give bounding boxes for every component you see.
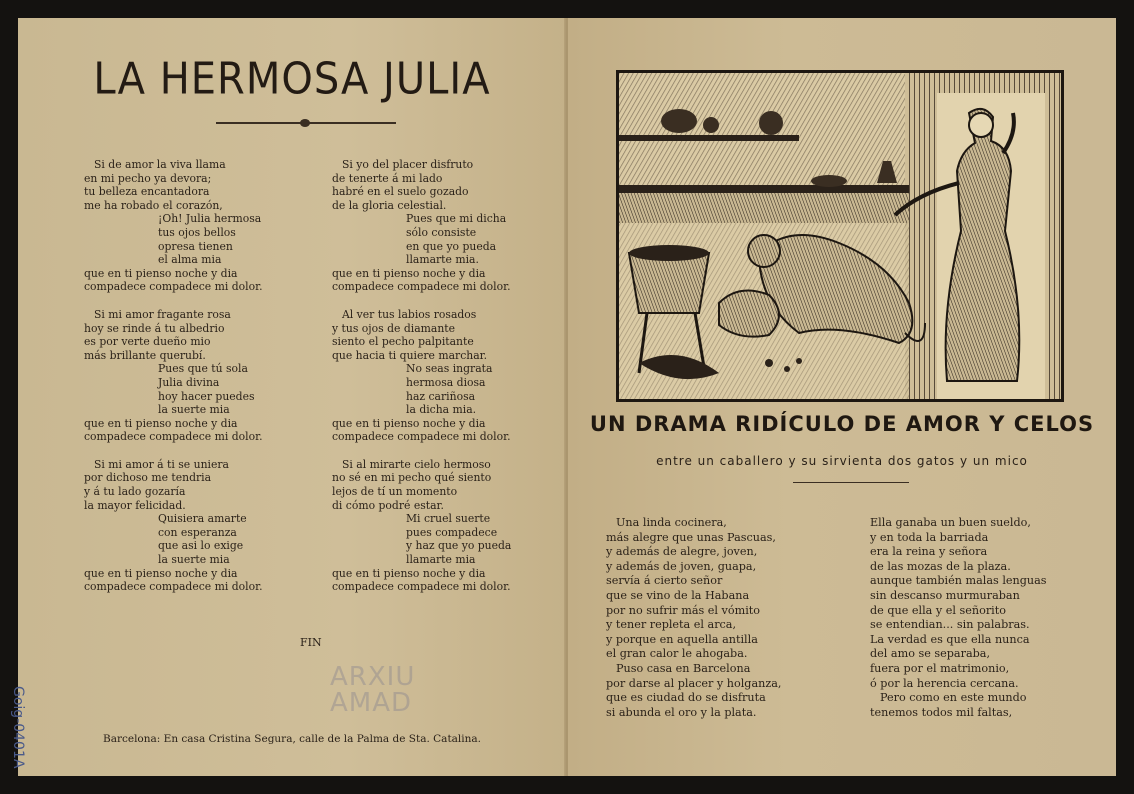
verse-line: tenemos todos mil faltas, [870,705,1013,719]
verse-line: siento el pecho palpitante [332,335,474,349]
verse-line: compadece compadece mi dolor. [332,580,511,594]
stanza [332,308,511,444]
verse-line: y haz que yo pueda [406,539,512,553]
verse-line: di cómo podré estar. [332,498,444,512]
printer-imprint: Barcelona: En casa Cristina Segura, calle de la Palma de Sta. Catalina. [102,733,481,745]
verse-line: si abunda el oro y la plata. [606,705,757,719]
verse-line: Mi cruel suerte [406,512,491,526]
verse-line: Pues que tú sola [158,362,248,376]
verse-line: el alma mia [158,253,222,267]
verse-line: era la reina y señora [870,545,988,559]
verse-line: llamarte mia. [406,253,479,267]
right-page [568,18,1116,776]
verse-line: compadece compadece mi dolor. [84,430,263,444]
verse-line: de la gloria celestial. [332,198,447,212]
verse-line: que en ti pienso noche y dia [84,416,238,430]
verse-line: de las mozas de la plaza. [870,559,1011,573]
verse-line: y además de joven, guapa, [606,559,757,573]
verse-line: con esperanza [158,525,237,539]
verse-line: que en ti pienso noche y dia [332,566,486,580]
verse-line: Quisiera amarte [158,512,247,526]
verse-line: se entendian... sin palabras. [870,618,1030,632]
verse-line: me ha robado el corazón, [84,198,223,212]
verse-line: la dicha mia. [406,403,477,417]
left-page-title: LA HERMOSA JULIA [93,53,491,105]
verse-line: que en ti pienso noche y dia [84,566,238,580]
verse-line: que hacia ti quiere marchar. [332,348,488,362]
verse-line: hoy hacer puedes [158,389,255,403]
verse-line: pues compadece [406,525,498,539]
left-verse-column-2 [332,158,511,608]
verse-line: no sé en mi pecho qué siento [332,471,492,485]
right-verse-column-2 [870,516,1047,720]
verse-line: que en ti pienso noche y dia [84,266,238,280]
verse-line: del amo se separaba, [870,647,991,661]
verse-line: es por verte dueño mio [84,335,211,349]
engraving-image [619,73,1061,399]
fin-mark: FIN [300,636,322,649]
verse-line: aunque también malas lenguas [870,574,1047,588]
verse-line: que se vino de la Habana [606,588,750,602]
verse-line: hermosa diosa [406,375,486,389]
broadsheet [10,18,1116,776]
verse-line: por darse al placer y holganza, [606,676,782,690]
stanza [84,308,263,444]
verse-line: que asi lo exige [158,539,244,553]
verse-line: y en toda la barriada [870,530,989,544]
verse-line: la mayor felicidad. [84,498,186,512]
stanza [84,458,263,594]
verse-line: la suerte mia [158,403,230,417]
verse-line: Al ver tus labios rosados [342,307,477,321]
verse-line: lejos de tí un momento [332,485,458,499]
verse-line: Si al mirarte cielo hermoso [342,457,491,471]
verse-line: y á tu lado gozaría [84,485,186,499]
verse-line: habré en el suelo gozado [332,185,469,199]
verse-line: sólo consiste [406,225,477,239]
title-ornament-rule [216,122,396,124]
verse-line: y tus ojos de diamante [332,321,456,335]
verse-line: tus ojos bellos [158,225,236,239]
verse-line: Julia divina [158,375,220,389]
verse-line: Ella ganaba un buen sueldo, [870,516,1031,529]
verse-line: compadece compadece mi dolor. [84,580,263,594]
stanza [84,158,263,294]
verse-line: Pero como en este mundo [880,691,1027,705]
verse-line: La verdad es que ella nunca [870,632,1030,646]
verse-line: por no sufrir más el vómito [606,603,761,617]
stanza [332,158,511,294]
verse-line: Si mi amor fragante rosa [94,307,231,321]
verse-line: y tener repleta el arca, [606,618,737,632]
verse-line: haz cariñosa [406,389,476,403]
verse-line: Una linda cocinera, [616,516,727,529]
verse-line: compadece compadece mi dolor. [332,430,511,444]
right-page-title: UN DRAMA RIDÍCULO DE AMOR Y CELOS [589,412,1095,436]
verse-line: y además de alegre, joven, [606,545,758,559]
verse-line: compadece compadece mi dolor. [84,280,263,294]
stamp-line-2: AMAD [330,688,413,718]
verse-line: en que yo pueda [406,239,497,253]
subtitle-rule [793,482,909,483]
verse-line: servía á cierto señor [606,574,723,588]
verse-line: No seas ingrata [406,362,493,376]
verse-line: por dichoso me tendria [84,471,212,485]
verse-line: y porque en aquella antilla [606,632,758,646]
verse-line: que en ti pienso noche y dia [332,416,486,430]
verse-line: ó por la herencia cercana. [870,676,1019,690]
right-page-subtitle: entre un caballero y su sirvienta dos gatos y un mico [656,454,1028,468]
verse-line: fuera por el matrimonio, [870,661,1010,675]
verse-line: opresa tienen [158,239,233,253]
verse-line: en mi pecho ya devora; [84,171,212,185]
verse-line: que es ciudad do se disfruta [606,691,766,705]
verse-line: la suerte mia [158,553,230,567]
archive-stamp [330,664,415,716]
verse-line: Puso casa en Barcelona [616,661,751,675]
verse-line: más alegre que unas Pascuas, [606,530,776,544]
verse-line: compadece compadece mi dolor. [332,280,511,294]
verse-line: Si mi amor á ti se uniera [94,457,229,471]
kitchen-engraving-illustration [616,70,1064,402]
verse-line: Si de amor la viva llama [94,158,226,171]
verse-line: más brillante querubí. [84,348,206,362]
stanza [332,458,511,594]
verse-line: de tenerte á mi lado [332,171,443,185]
left-verse-column-1 [84,158,263,608]
stamp-line-1: ARXIU [330,662,416,692]
verse-line: sin descanso murmuraban [870,588,1020,602]
handwritten-catalog-note: Goig-0401A [10,686,26,769]
verse-line: ¡Oh! Julia hermosa [158,212,262,226]
verse-line: Si yo del placer disfruto [342,158,474,171]
verse-line: tu belleza encantadora [84,185,210,199]
verse-line: el gran calor le ahogaba. [606,647,748,661]
left-page [10,18,566,776]
right-verse-column-1 [606,516,781,720]
verse-line: hoy se rinde á tu albedrio [84,321,225,335]
verse-line: que en ti pienso noche y dia [332,266,486,280]
verse-line: Pues que mi dicha [406,212,507,226]
verse-line: de que ella y el señorito [870,603,1006,617]
verse-line: llamarte mia [406,553,476,567]
